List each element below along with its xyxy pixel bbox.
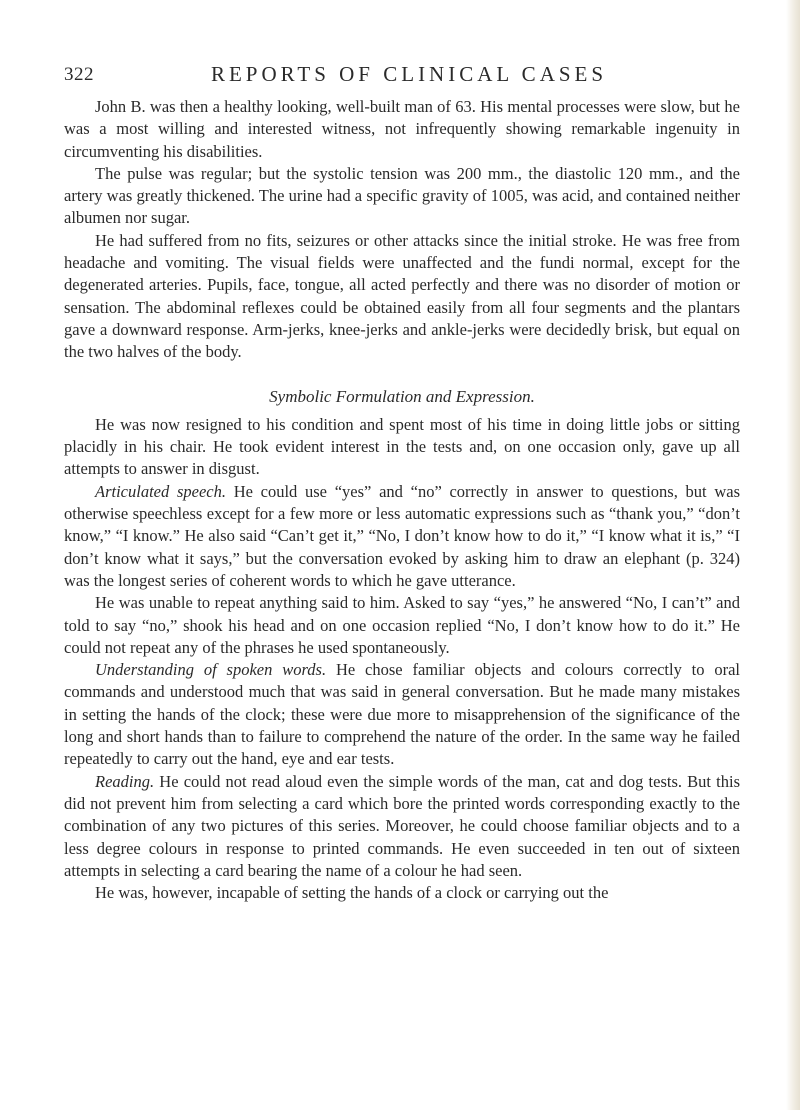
page-body: [64, 96, 740, 904]
page-header: [64, 62, 754, 92]
paragraph-neurological-exam: He had suffered from no fits, seizures or other attacks since the initial stroke. He was free from headache and vomiting. The visual fields were unaffected and the fundi normal, except for the degenerated arteries. Pupils, face, tongue, all acted perfectly and there was no disorder of motion or sensation. The abdominal reflexes could be obtained easily from all four segments and the plantars gave a downward response. Arm-jerks, knee-jerks and ankle-jerks were decidedly brisk, but equal on the two halves of the body.: [64, 230, 740, 362]
paragraph-reading: [64, 771, 740, 882]
paragraph-final: He was, however, incapable of setting the hands of a clock or carrying out the: [95, 883, 609, 903]
text-articulated-speech: He could use “yes” and “no” correctly in answer to questions, but was otherwise speechless except for a few more or less automatic expressions such as “thank you,” “don’t know,” “I know.” He also said “Can’t get it,” “No, I don’t know how to do it,” “I know what it is,” “I don’t know what it says,” but the conversation evoked by asking him to draw an elephant (p. 324) was the longest series of coherent words to which he gave utterance.: [64, 481, 740, 590]
page-number: 322: [64, 64, 94, 85]
lead-reading: Reading.: [95, 771, 155, 791]
section-heading: Symbolic Formulation and Expression.: [269, 386, 535, 406]
running-title: REPORTS OF CLINICAL CASES: [210, 62, 608, 86]
paragraph-patient-description: John B. was then a healthy looking, well-built man of 63. His mental processes were slow, but he was a most willing and interested witness, not infrequently showing remarkable ingenuity in circumventing his disabilities.: [64, 97, 740, 161]
text-understanding: He chose familiar objects and colours correctly to oral commands and understood much that was said in general conversation. But he made many mistakes in setting the hands of the clock; these were due more to misapprehension of the significance of the long and short hands than to failure to comprehend the nature of the order. In the same way he failed repeatedly to carry out the hand, eye and ear tests.: [64, 660, 741, 769]
page-edge-shadow: [786, 0, 800, 1110]
paragraph-understanding: [64, 659, 740, 770]
paragraph-intro: He was now resigned to his condition and spent most of his time in doing little jobs or sitting placidly in his chair. He took evident interest in the tests and, on one occasion only, gave up all attempts to answer in disgust.: [64, 414, 740, 479]
paragraph-pulse-urine: The pulse was regular; but the systolic tension was 200 mm., the diastolic 120 mm., and the artery was greatly thickened. The urine had a specific gravity of 1005, was acid, and contained neither albumen nor sugar.: [64, 163, 740, 228]
lead-understanding: Understanding of spoken words.: [95, 660, 327, 680]
paragraph-repetition: He was unable to repeat anything said to him. Asked to say “yes,” he answered “No, I can’t” and told to say “no,” shook his head and on one occasion replied “No, I don’t know how to do it.” He could not repeat any of the phrases he used spontaneously.: [64, 593, 740, 657]
paragraph-articulated-speech: [64, 481, 740, 592]
lead-articulated-speech: Articulated speech.: [95, 481, 226, 501]
text-reading: He could not read aloud even the simple words of the man, cat and dog tests. But this did not prevent him from selecting a card which bore the printed words corresponding exactly to the combination of any two pictures of this series. Moreover, he could choose familiar objects and to a less degree colours in response to printed commands. He even succeeded in ten out of sixteen attempts in selecting a card bearing the name of a colour he had seen.: [64, 771, 741, 880]
